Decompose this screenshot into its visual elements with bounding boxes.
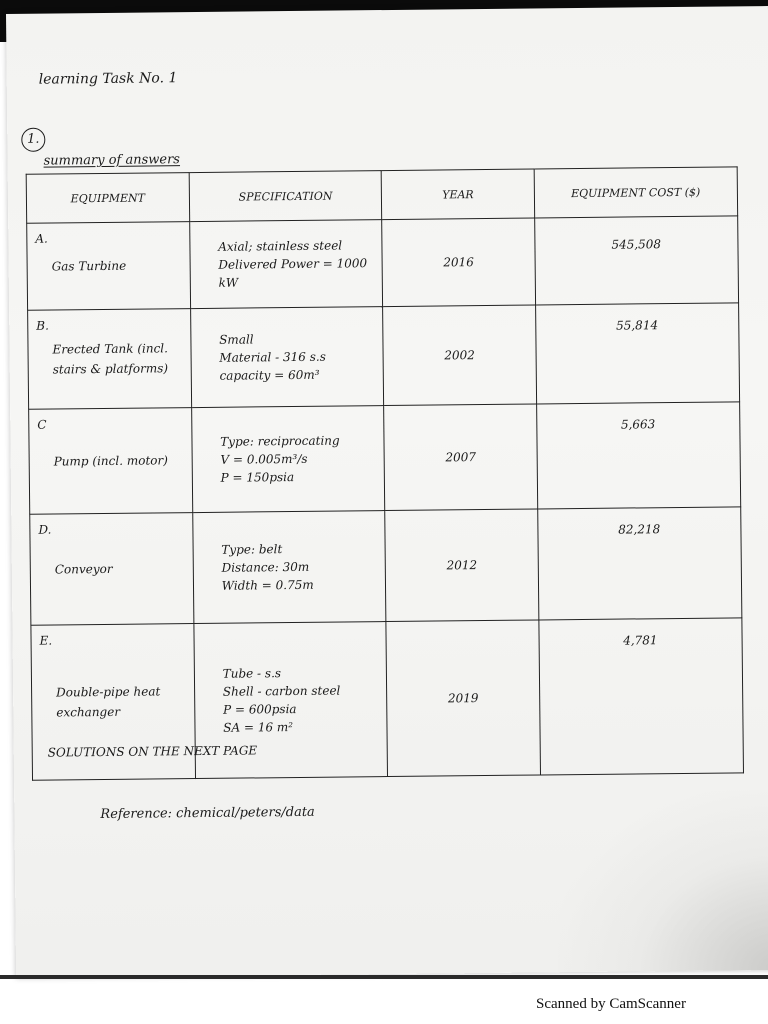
scan-background-edge (0, 975, 768, 979)
cost-cell: 55,814 (535, 303, 739, 404)
header-year: YEAR (382, 169, 535, 220)
spec-line: SA = 16 m² (223, 720, 294, 735)
equipment-name: Gas Turbine (51, 258, 127, 274)
equipment-name: Pump (incl. motor) (53, 453, 168, 469)
spec-line: Shell - carbon steel (222, 683, 341, 699)
reference-line: Reference: chemical/peters/data (100, 804, 315, 823)
spec-line: Delivered Power = 1000 kW (218, 256, 368, 290)
header-equipment-cost: EQUIPMENT COST ($) (534, 167, 738, 218)
year-cell: 2007 (384, 404, 537, 511)
page-title: learning Task No. 1 (38, 70, 178, 88)
spec-line: P = 600psia (222, 701, 297, 717)
scanner-watermark: Scanned by CamScanner (536, 996, 686, 1012)
row-letter: E. (39, 633, 53, 648)
year-cell: 2012 (385, 509, 538, 622)
row-letter: C (37, 417, 47, 432)
spec-line: Material - 316 s.s (219, 349, 326, 365)
equipment-name: Conveyor (54, 561, 113, 577)
cost-cell: 82,218 (537, 507, 742, 620)
row-letter: D. (38, 522, 52, 537)
spec-line: capacity = 60m³ (219, 367, 320, 383)
section-heading: summary of answers (43, 152, 181, 169)
equipment-name: Double-pipe heat exchanger (56, 684, 161, 720)
equipment-cell (30, 513, 194, 626)
notebook-page (6, 6, 768, 978)
spec-line: Small (219, 332, 254, 347)
table-row (28, 303, 740, 409)
cost-cell: 4,781 (538, 618, 743, 775)
spec-line: Width = 0.75m (221, 577, 314, 593)
cost-cell: 5,663 (536, 402, 741, 509)
spec-line: Axial; stainless steel (218, 238, 343, 254)
year-cell: 2016 (382, 218, 535, 307)
page-shadow (556, 790, 768, 972)
row-letter: B. (36, 318, 49, 333)
equipment-cell (29, 408, 193, 515)
specification-cell (192, 511, 386, 624)
table-row (30, 507, 742, 625)
specification-cell (189, 220, 383, 309)
spec-line: Type: reciprocating (220, 433, 340, 449)
specification-cell (190, 307, 384, 408)
specification-cell (191, 406, 385, 513)
year-cell: 2002 (383, 305, 536, 406)
equipment-cell (27, 222, 191, 311)
header-specification: SPECIFICATION (189, 171, 382, 222)
cost-cell: 545,508 (534, 216, 738, 305)
equipment-name: Erected Tank (incl. stairs & platforms) (52, 341, 169, 377)
spec-line: Distance: 30m (221, 559, 310, 575)
spec-line: Tube - s.s (222, 666, 282, 681)
table-header-row (26, 167, 737, 223)
row-letter: A. (35, 231, 48, 246)
summary-table (26, 166, 744, 780)
equipment-cell (28, 309, 192, 410)
table-row (29, 402, 741, 514)
spec-line: P = 150psia (220, 470, 295, 485)
header-equipment: EQUIPMENT (26, 173, 189, 224)
year-cell: 2019 (386, 620, 540, 777)
solutions-note: SOLUTIONS ON THE NEXT PAGE (47, 743, 258, 760)
item-number-circle: 1. (21, 128, 45, 152)
table-row (27, 216, 739, 310)
spec-line: V = 0.005m³/s (220, 451, 308, 467)
spec-line: Type: belt (221, 542, 283, 557)
